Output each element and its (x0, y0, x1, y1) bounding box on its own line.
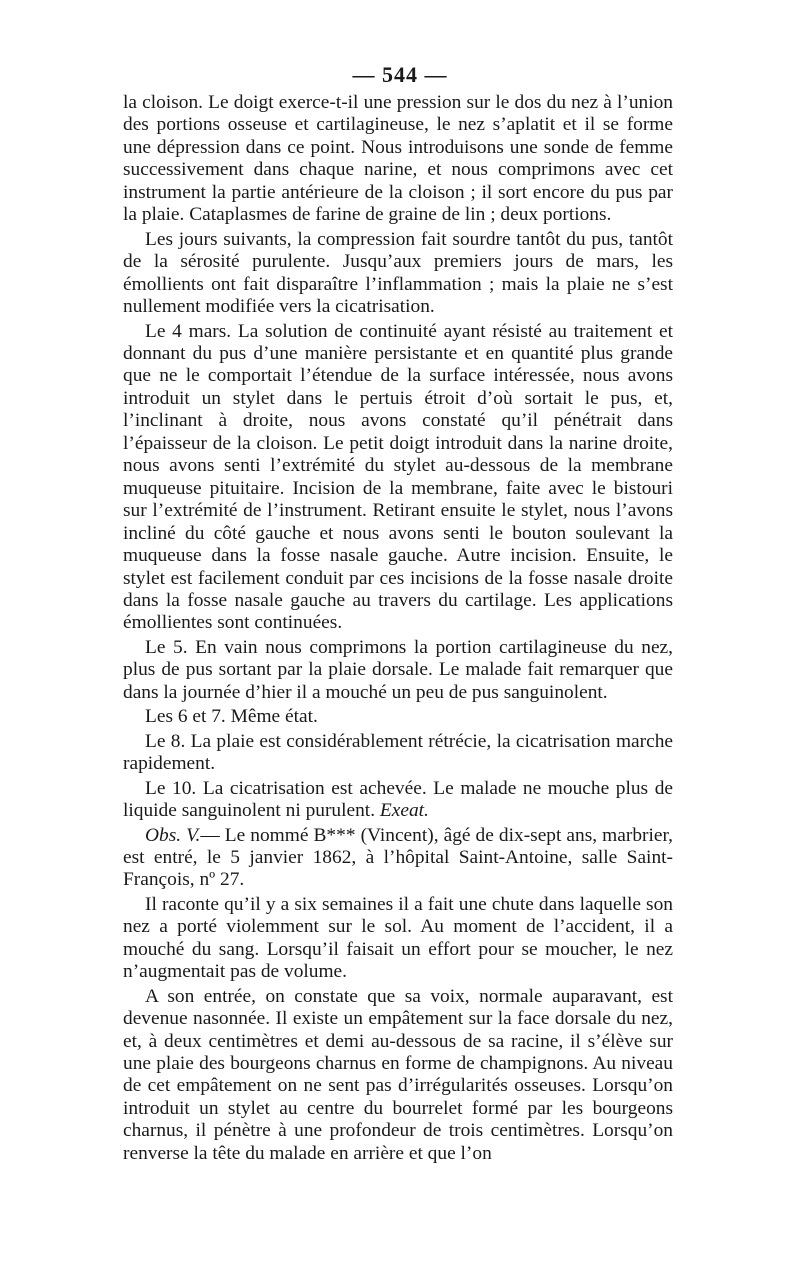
paragraph-10: A son entrée, on constate que sa voix, normale auparavant, est devenue nasonnée. Il existe un empâtement sur la face dorsale du nez, et, à deux centimètres et demi au-dessous de sa racine, il s’élève sur une plaie des bourgeons charnus en forme de champignons. Au niveau de cet empâtement on ne sent pas d’irrégularités osseuses. Lorsqu’on introduit un stylet au centre du bourrelet formé par les bourgeons charnus, il pénètre à une profondeur de trois centimètres. Lorsqu’on renverse la tête du malade en arrière et que l’on (123, 985, 673, 1164)
page-number: — 544 — (352, 62, 448, 87)
paragraph-9: Il raconte qu’il y a six semaines il a fait une chute dans laquelle son nez a porté violemment sur le sol. Au moment de l’accident, il a mouché du sang. Lorsqu’il faisait un effort pour se moucher, le nez n’augmentait pas de volume. (123, 893, 673, 983)
paragraph-7 (123, 778, 673, 823)
paragraph-2: Les jours suivants, la compression fait sourdre tantôt du pus, tantôt de la sérosité purulente. Jusqu’aux premiers jours de mars, les émollients ont fait disparaître l’inflammation ; mais la plaie ne s’est nullement modifiée vers la cicatrisation. (123, 228, 673, 318)
paragraph-5: Les 6 et 7. Même état. (145, 706, 318, 728)
paragraph-3: Le 4 mars. La solution de continuité ayant résisté au traitement et donnant du pus d’une manière persistante et en quantité plus grande que ne le comportait l’étendue de la surface intéressée, nous avons introduit un stylet dans le pertuis étroit d’où sortait le pus, et, l’inclinant à droite, nous avons constaté qu’il pénétrait dans l’épaisseur de la cloison. Le petit doigt introduit dans la narine droite, nous avons senti l’extrémité du stylet au-dessous de la membrane muqueuse pituitaire. Incision de la membrane, faite avec le bistouri sur l’extrémité de l’instrument. Retirant ensuite le stylet, nous l’avons incliné du côté gauche et nous avons senti le bouton soulevant la muqueuse dans la fosse nasale gauche. Autre incision. Ensuite, le stylet est facilement conduit par ces incisions de la fosse nasale droite dans la fosse nasale gauche au travers du cartilage. Les applications émollientes sont continuées. (123, 320, 673, 634)
body-text (123, 92, 673, 1165)
paragraph-8 (123, 825, 673, 892)
observation-label: Obs. V. (145, 824, 201, 846)
exeat-emphasis: Exeat. (379, 800, 429, 822)
paragraph-8-text: — Le nommé B*** (Vincent), âgé de dix-sept ans, marbrier, est entré, le 5 janvier 1862, à l’hôpital Saint-Antoine, salle Saint-François, nº 27. (123, 824, 673, 891)
paragraph-6: Le 8. La plaie est considérablement rétrécie, la cicatrisation marche rapidement. (123, 730, 673, 775)
paragraph-4: Le 5. En vain nous comprimons la portion cartilagineuse du nez, plus de pus sortant par la plaie dorsale. Le malade fait remarquer que dans la journée d’hier il a mouché un peu de pus sanguinolent. (123, 636, 673, 703)
paragraph-1: la cloison. Le doigt exerce-t-il une pression sur le dos du nez à l’union des portions osseuse et cartilagineuse, le nez s’aplatit et il se forme une dépression dans ce point. Nous introduisons une sonde de femme successivement dans chaque narine, et nous comprimons avec cet instrument la partie antérieure de la cloison ; il sort encore du pus par la plaie. Cataplasmes de farine de graine de lin ; deux portions. (123, 92, 673, 226)
paragraph-7-text: Le 10. La cicatrisation est achevée. Le malade ne mouche plus de liquide sanguinolent ni purulent. (123, 777, 673, 822)
